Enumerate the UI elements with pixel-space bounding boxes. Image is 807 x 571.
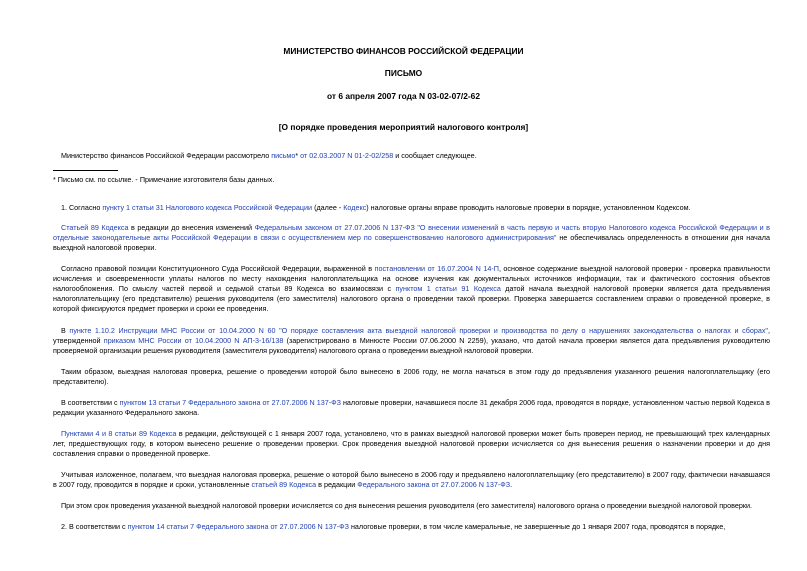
p8-text-b: в редакции bbox=[316, 480, 358, 489]
paragraph-10 bbox=[53, 522, 770, 532]
federal-law-137-link-2[interactable]: Федерального закона от 27.07.2006 N 137-ФЗ bbox=[357, 480, 511, 489]
federal-law-137-link[interactable]: Федеральным законом от 27.07.2006 N 137-ФЗ "О внесении изменений в часть первую и часть вторую Налогового кодекса Российской Федерации и в отдельные законодательные акты Российской Федерации в связи с осуществлением мер по совершенствованию налогового администрирования" bbox=[53, 223, 770, 242]
intro-text: Министерство финансов Российской Федерации рассмотрело bbox=[61, 151, 272, 160]
doc-type-heading: ПИСЬМО bbox=[384, 68, 423, 78]
footnote-text: * Письмо см. по ссылке. - Примечание изготовителя базы данных. bbox=[53, 175, 275, 184]
intro-text-end: и сообщает следующее. bbox=[393, 151, 477, 160]
p4-text-c: (зарегистрировано в Минюсте России 07.06.2000 N 2259), указано, что датой начала проверки является дата предъявления руководителю проверяемой организации решения руководителя (заместителя руководителя) налогового органа о проведении выездной налоговой проверки. bbox=[53, 336, 771, 355]
article-89-link[interactable]: Статьей 89 Кодекса bbox=[61, 223, 129, 232]
p1-text-c: ) налоговые органы вправе проводить налоговые проверки в порядке, установленном Кодексом. bbox=[366, 203, 691, 212]
p3-text-c: датой начала выездной налоговой проверки является дата предъявления налогоплательщику (его представителю) решения руководителя (его заместителя) налогового органа о проведении такой проверки. Проверка завершается составлением справки о проведенной проверке, в которой фиксируются предмет проверки и сроки ее проведения. bbox=[53, 284, 770, 313]
p5-text: Таким образом, выездная налоговая проверка, решение о проведении которой было вынесено в 2006 году, не могла начаться в этом году до предъявления указанного решения налогоплательщику (его представителю). bbox=[53, 367, 770, 386]
article-89-points-link[interactable]: Пунктами 4 и 8 статьи 89 Кодекса bbox=[61, 429, 177, 438]
paragraph-9 bbox=[53, 501, 770, 511]
article-89-link-2[interactable]: статьей 89 Кодекса bbox=[251, 480, 317, 489]
paragraph-1 bbox=[53, 203, 770, 213]
date-number-heading: от 6 апреля 2007 года N 03-02-07/2-62 bbox=[327, 91, 480, 101]
paragraph-7 bbox=[53, 429, 770, 459]
p4-text-b: , утвержденной bbox=[53, 326, 770, 345]
paragraph-2 bbox=[53, 223, 770, 253]
p6-text-b: налоговые проверки, начавшиеся после 31 декабря 2006 года, проводятся в порядке, установленном частью первой Кодекса в редакции указанного Федерального закона. bbox=[53, 398, 770, 417]
p3-text-b: , основное содержание выездной налоговой проверки - проверка правильности исчисления и своевременности уплаты налогов по месту нахождения налогоплательщика на основе изучения как документальных источников информации, так и фактического состояния объектов налогообложения. По смыслу частей первой и седьмой статьи 89 Кодекса во взаимосвязи с bbox=[53, 264, 770, 293]
paragraph-8 bbox=[53, 470, 770, 490]
resolution-14p-link[interactable]: постановлении от 16.07.2004 N 14-П bbox=[374, 264, 499, 273]
p1-text-a: 1. Согласно bbox=[61, 203, 103, 212]
paragraph-6 bbox=[53, 398, 770, 418]
p8-text-a: Учитывая изложенное, полагаем, что выездная налоговая проверка, решение о которой было вынесено в 2006 году и предъявлено налогоплательщику (его представителю) в 2007 году, фактически начавшаяся в 2007 году, проводится в порядке и сроки, установленные bbox=[53, 470, 770, 489]
p3-text-a: Согласно правовой позиции Конституционного Суда Российской Федерации, выраженной в bbox=[61, 264, 375, 273]
tax-code-article-31-link[interactable]: пункту 1 статьи 31 Налогового кодекса Российской Федерации bbox=[102, 203, 313, 212]
p9-text: При этом срок проведения указанной выездной налоговой проверки исчисляется со дня вынесения решения руководителя (его заместителя) налогового органа о проведении выездной налоговой проверки. bbox=[61, 501, 752, 510]
instruction-60-link[interactable]: пункте 1.10.2 Инструкции МНС России от 10.04.2000 N 60 "О порядке составления акта выездной налоговой проверки и производства по делу о нарушениях законодательства о налогах и сборах" bbox=[69, 326, 768, 335]
intro-asterisk: * bbox=[295, 151, 301, 160]
paragraph-4 bbox=[53, 326, 770, 356]
footnote-divider bbox=[53, 170, 118, 171]
p2-text-b: не обеспечивалась определенность в отношении дня начала выездной налоговой проверки. bbox=[53, 233, 770, 252]
article-7-p14-link[interactable]: пунктом 14 статьи 7 Федерального закона от 27.07.2006 N 137-ФЗ bbox=[127, 522, 349, 531]
p2-text-a: в редакции до внесения изменений bbox=[128, 223, 255, 232]
p10-text-a: 2. В соответствии с bbox=[61, 522, 128, 531]
p10-text-b: налоговые проверки, в том числе камеральные, не завершенные до 1 января 2007 года, проводятся в порядке, bbox=[348, 522, 726, 531]
p6-text-a: В соответствии с bbox=[61, 398, 120, 407]
paragraph-3 bbox=[53, 264, 770, 314]
ministry-heading: МИНИСТЕРСТВО ФИНАНСОВ РОССИЙСКОЙ ФЕДЕРАЦИИ bbox=[283, 46, 524, 56]
order-ap-3-16-138-link[interactable]: приказом МНС России от 10.04.2000 N АП-3-16/138 bbox=[103, 336, 284, 345]
intro-paragraph bbox=[53, 151, 770, 161]
p7-text: в редакции, действующей с 1 января 2007 года, установлено, что в рамках выездной налоговой проверки может быть проверен период, не превышающий трех календарных лет, предшествующих году, в котором вынесено решение о проведении проверки. Срок проведения выездной налоговой проверки исчисляется со дня вынесения решения о назначении проверки и до дня составления справки о проведенной проверке. bbox=[53, 429, 770, 458]
subject-heading: [О порядке проведения мероприятий налогового контроля] bbox=[278, 122, 529, 132]
code-link[interactable]: Кодекс bbox=[343, 203, 367, 212]
article-7-p13-link[interactable]: пунктом 13 статьи 7 Федерального закона от 27.07.2006 N 137-ФЗ bbox=[119, 398, 341, 407]
letter-link[interactable]: письмо bbox=[271, 151, 296, 160]
paragraph-5 bbox=[53, 367, 770, 387]
letter-date-link[interactable]: от 02.03.2007 N 01-2-02/258 bbox=[300, 151, 394, 160]
p4-text-a: В bbox=[61, 326, 70, 335]
p8-text-c: . bbox=[510, 480, 513, 489]
p1-text-b: (далее - bbox=[312, 203, 344, 212]
article-91-link[interactable]: пунктом 1 статьи 91 Кодекса bbox=[395, 284, 501, 293]
